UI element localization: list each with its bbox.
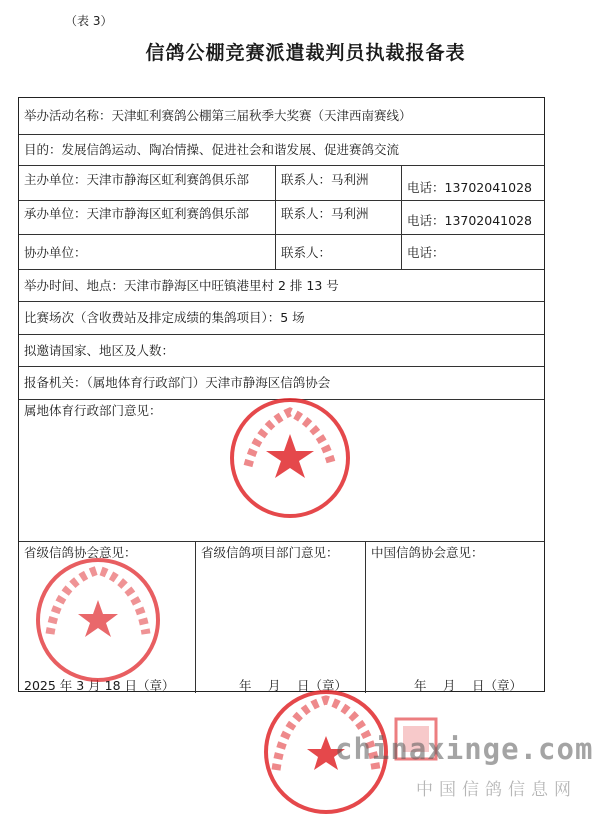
row-divider (19, 541, 544, 542)
row-divider (19, 269, 544, 270)
co-phone: 电话： (407, 245, 445, 260)
organizer-phone: 电话：13702041028 (407, 213, 532, 228)
form-title: 信鸽公棚竞赛派遣裁判员执裁报备表 (145, 42, 466, 64)
col-divider (365, 541, 366, 693)
provincial-department-date: 年 月 日（章） (239, 678, 347, 693)
row-divider (19, 165, 544, 166)
row-divider (19, 200, 544, 201)
host-unit: 主办单位：天津市静海区虹利赛鸽俱乐部 (24, 172, 250, 187)
event-name: 举办活动名称：天津虹利赛鸽公棚第三届秋季大奖赛（天津西南赛线） (24, 108, 412, 123)
watermark-name: 中国信鸽信息网 (416, 780, 577, 800)
filing-organ: 报备机关：（属地体育行政部门）天津市静海区信鸽协会 (24, 375, 331, 390)
pigeon-association-seal (34, 556, 162, 684)
sports-bureau-seal (228, 396, 352, 520)
local-sports-opinion: 属地体育行政部门意见： (24, 403, 162, 418)
provincial-association-date: 2025 年 3 月 18 日（章） (24, 678, 175, 693)
watermark-site: chinaxinge.com (335, 732, 594, 766)
row-divider (19, 134, 544, 135)
china-association-date: 年 月 日（章） (414, 678, 522, 693)
host-contact: 联系人：马利洲 (281, 172, 369, 187)
provincial-department-opinion: 省级信鸽项目部门意见： (201, 545, 339, 560)
invited-countries: 拟邀请国家、地区及人数： (24, 343, 175, 358)
china-association-opinion: 中国信鸽协会意见： (371, 545, 484, 560)
purpose: 目的：发展信鸽运动、陶冶情操、促进社会和谐发展、促进赛鸽交流 (24, 142, 400, 157)
row-divider (19, 301, 544, 302)
co-contact: 联系人： (281, 245, 332, 260)
organizer-unit: 承办单位：天津市静海区虹利赛鸽俱乐部 (24, 206, 250, 221)
row-divider (19, 366, 544, 367)
host-phone: 电话：13702041028 (407, 180, 532, 195)
col-divider (275, 165, 276, 269)
col-divider (401, 165, 402, 269)
race-count: 比赛场次（含收费站及排定成绩的集鸽项目）：5 场 (24, 310, 305, 325)
time-place: 举办时间、地点：天津市静海区中旺镇港里村 2 排 13 号 (24, 278, 339, 293)
row-divider (19, 234, 544, 235)
co-unit: 协办单位： (24, 245, 87, 260)
row-divider (19, 334, 544, 335)
organizer-contact: 联系人：马利洲 (281, 206, 369, 221)
provincial-association-opinion: 省级信鸽协会意见： (24, 545, 137, 560)
table-number: （表 3） (65, 14, 113, 28)
col-divider (195, 541, 196, 693)
